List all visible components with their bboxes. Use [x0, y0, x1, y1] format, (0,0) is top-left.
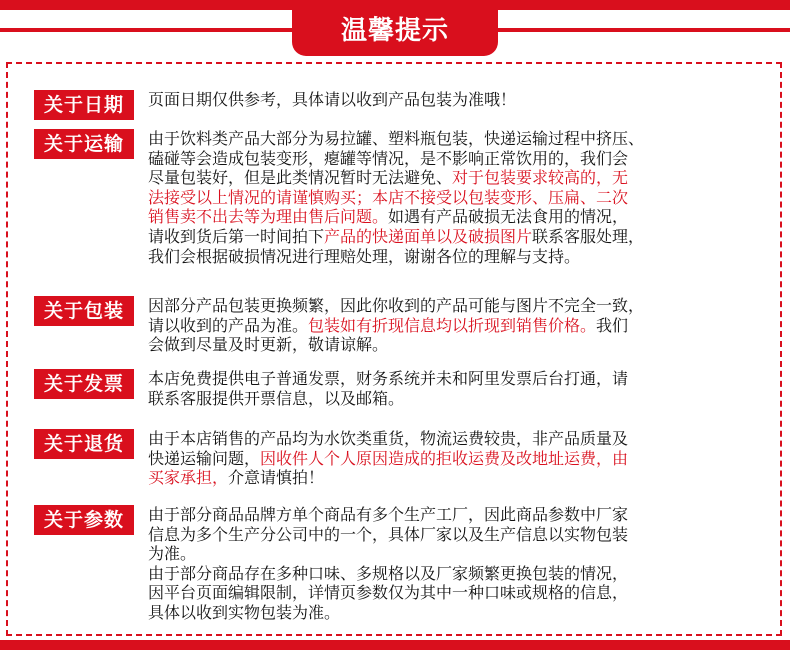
body-text: 请以收到的产品为准。 [148, 315, 309, 335]
section-tag: 关于参数 [34, 505, 134, 535]
title-divider-left [0, 28, 292, 32]
highlight-text: 销售卖不出去等为理由售后问题。 [148, 207, 389, 227]
body-text: 具体以收到实物包装为准。 [148, 602, 341, 622]
text-line [148, 316, 760, 336]
section-tag: 关于包装 [34, 296, 134, 326]
section-text [148, 505, 760, 623]
body-text: 联系客服提供开票信息，以及邮箱。 [148, 388, 405, 408]
highlight-text: 对于包装要求较高的，无 [452, 168, 629, 188]
body-text: 尽量包装好，但是此类情况暂时无法避免、 [148, 168, 453, 188]
section-text [148, 369, 760, 408]
text-line [148, 564, 760, 584]
text-line [148, 207, 760, 227]
body-text: 如遇有产品破损无法食用的情况， [388, 207, 629, 227]
text-line [148, 247, 760, 267]
body-text: 快递运输问题， [148, 448, 261, 468]
body-text: 因平台页面编辑限制，详情页参数仅为其中一种口味或规格的信息， [148, 583, 629, 603]
body-text: 由于部分商品品牌方单个商品有多个生产工厂，因此商品参数中厂家 [148, 505, 629, 524]
text-line [148, 449, 760, 469]
section-tag: 关于退货 [34, 429, 134, 459]
body-text: 请收到货后第一时间拍下 [148, 226, 325, 246]
section-tag: 关于运输 [34, 129, 134, 159]
body-text: 信息为多个生产分公司中的一个，具体厂家以及生产信息以实物包装 [148, 524, 629, 544]
title-banner [292, 6, 498, 56]
body-text: 我们会根据破损情况进行理赔处理，谢谢各位的理解与支持。 [148, 246, 581, 266]
text-line [148, 468, 760, 488]
text-line [148, 129, 760, 149]
section-text [148, 429, 760, 488]
body-text: 我们 [596, 315, 629, 335]
body-text: 介意请慎拍！ [228, 468, 325, 488]
title-divider-right [498, 28, 790, 32]
body-text: 磕碰等会造成包装变形，瘪罐等情况，是不影响正常饮用的，我们会 [148, 148, 629, 168]
highlight-text: 因收件人个人原因造成的拒收运费及改地址运费，由 [260, 448, 629, 468]
highlight-text: 产品的快递面单以及破损图片 [324, 226, 533, 246]
body-text: 联系客服处理， [532, 226, 645, 246]
text-line [148, 525, 760, 545]
text-line [148, 188, 760, 208]
text-line [148, 90, 760, 110]
section-text [148, 129, 760, 266]
body-text: 因部分产品包装更换频繁，因此你收到的产品可能与图片不完全一致， [148, 296, 645, 315]
body-text: 由于本店销售的产品均为水饮类重货，物流运费较贵，非产品质量及 [148, 429, 629, 448]
bottom-red-bar [0, 640, 790, 650]
text-line [148, 544, 760, 564]
text-line [148, 603, 760, 623]
section-tag: 关于日期 [34, 90, 134, 120]
body-text: 会做到尽量及时更新，敬请谅解。 [148, 335, 389, 355]
highlight-text: 法接受以上情况的请谨慎购买；本店不接受以包装变形、压扁、二次 [148, 187, 629, 207]
text-line [148, 429, 760, 449]
body-text: 为准。 [148, 544, 197, 564]
text-line [148, 168, 760, 188]
text-line [148, 296, 760, 316]
body-text: 页面日期仅供参考，具体请以收到产品包装为准哦！ [148, 90, 517, 109]
highlight-text: 买家承担， [148, 468, 229, 488]
text-line [148, 227, 760, 247]
body-text: 由于部分商品存在多种口味、多规格以及厂家频繁更换包装的情况， [148, 563, 629, 583]
text-line [148, 369, 760, 389]
body-text: 本店免费提供电子普通发票，财务系统并未和阿里发票后台打通，请 [148, 369, 629, 388]
highlight-text: 包装如有折现信息均以折现到销售价格。 [308, 315, 597, 335]
text-line [148, 583, 760, 603]
section-text [148, 90, 760, 110]
text-line [148, 505, 760, 525]
text-line [148, 149, 760, 169]
text-line [148, 389, 760, 409]
page-title: 温馨提示 [340, 16, 449, 46]
body-text: 由于饮料类产品大部分为易拉罐、塑料瓶包装，快递运输过程中挤压、 [148, 129, 645, 148]
text-line [148, 335, 760, 355]
section-tag: 关于发票 [34, 369, 134, 399]
section-text [148, 296, 760, 355]
